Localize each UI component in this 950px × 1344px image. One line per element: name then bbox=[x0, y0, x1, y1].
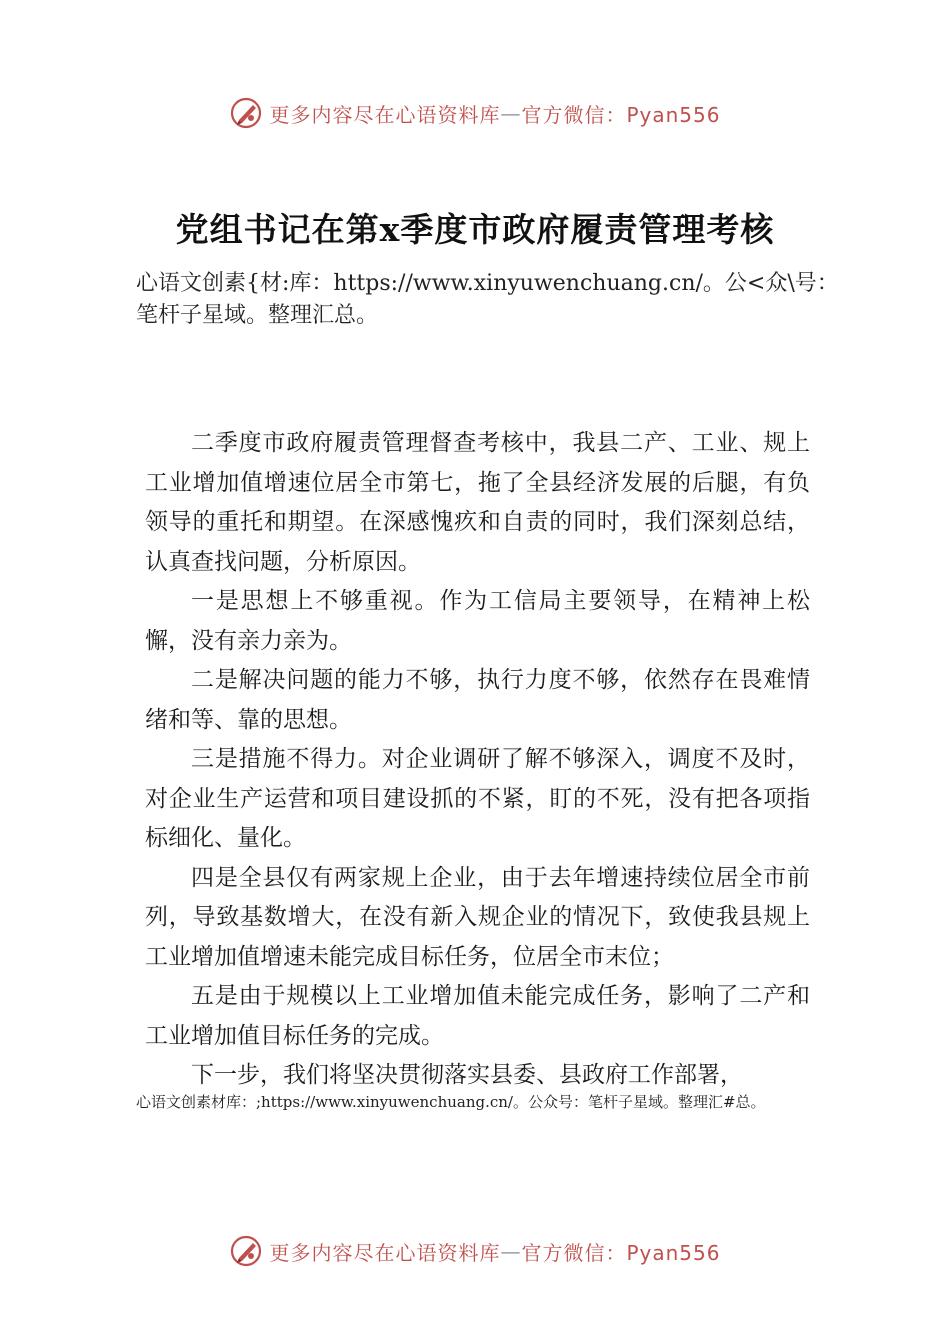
banner-dash: — bbox=[500, 101, 522, 125]
paragraph: 二是解决问题的能力不够，执行力度不够，依然存在畏难情绪和等、靠的思想。 bbox=[145, 667, 810, 733]
banner-wechat: 官方微信：Pyan556 bbox=[521, 102, 721, 127]
footer-banner bbox=[0, 1234, 950, 1268]
paragraph: 四是全县仅有两家规上企业，由于去年增速持续位居全市前列，导致基数增大，在没有新入规企业的情况下，致使我县规上工业增加值增速未能完成目标任务，位居全市末位； bbox=[145, 864, 810, 970]
document-body bbox=[145, 424, 810, 1096]
document-title: 党组书记在第x季度市政府履责管理考核 bbox=[175, 210, 775, 249]
paragraph: 一是思想上不够重视。作为工信局主要领导，在精神上松懈，没有亲力亲为。 bbox=[145, 588, 810, 654]
paragraph: 下一步，我们将坚决贯彻落实县委、县政府工作部署， bbox=[191, 1062, 743, 1088]
pen-logo-icon bbox=[229, 96, 263, 130]
banner-wechat: 官方微信：Pyan556 bbox=[521, 1240, 721, 1265]
source-note-top: 心语文创素{材:库：https://www.xinyuwenchuang.cn/。公<众\号：笔杆子星域。整理汇总。 bbox=[136, 271, 839, 328]
banner-dash: — bbox=[500, 1239, 522, 1263]
paragraph: 二季度市政府履责管理督查考核中，我县二产、工业、规上工业增加值增速位居全市第七，拖了全县经济发展的后腿，有负领导的重托和期望。在深感愧疚和自责的同时，我们深刻总结，认真查找问题，分析原因。 bbox=[145, 430, 810, 575]
paragraph: 五是由于规模以上工业增加值未能完成任务，影响了二产和工业增加值目标任务的完成。 bbox=[145, 983, 810, 1049]
header-banner bbox=[0, 96, 950, 130]
source-note-bottom: 心语文创素材库：;https://www.xinyuwenchuang.cn/。公众号：笔杆子星域。整理汇#总。 bbox=[136, 1093, 766, 1111]
banner-text: 更多内容尽在心语资料库 bbox=[269, 1240, 501, 1265]
pen-logo-icon bbox=[229, 1234, 263, 1268]
banner-text: 更多内容尽在心语资料库 bbox=[269, 102, 501, 127]
paragraph: 三是措施不得力。对企业调研了解不够深入，调度不及时，对企业生产运营和项目建设抓的不紧，盯的不死，没有把各项指标细化、量化。 bbox=[145, 746, 810, 851]
